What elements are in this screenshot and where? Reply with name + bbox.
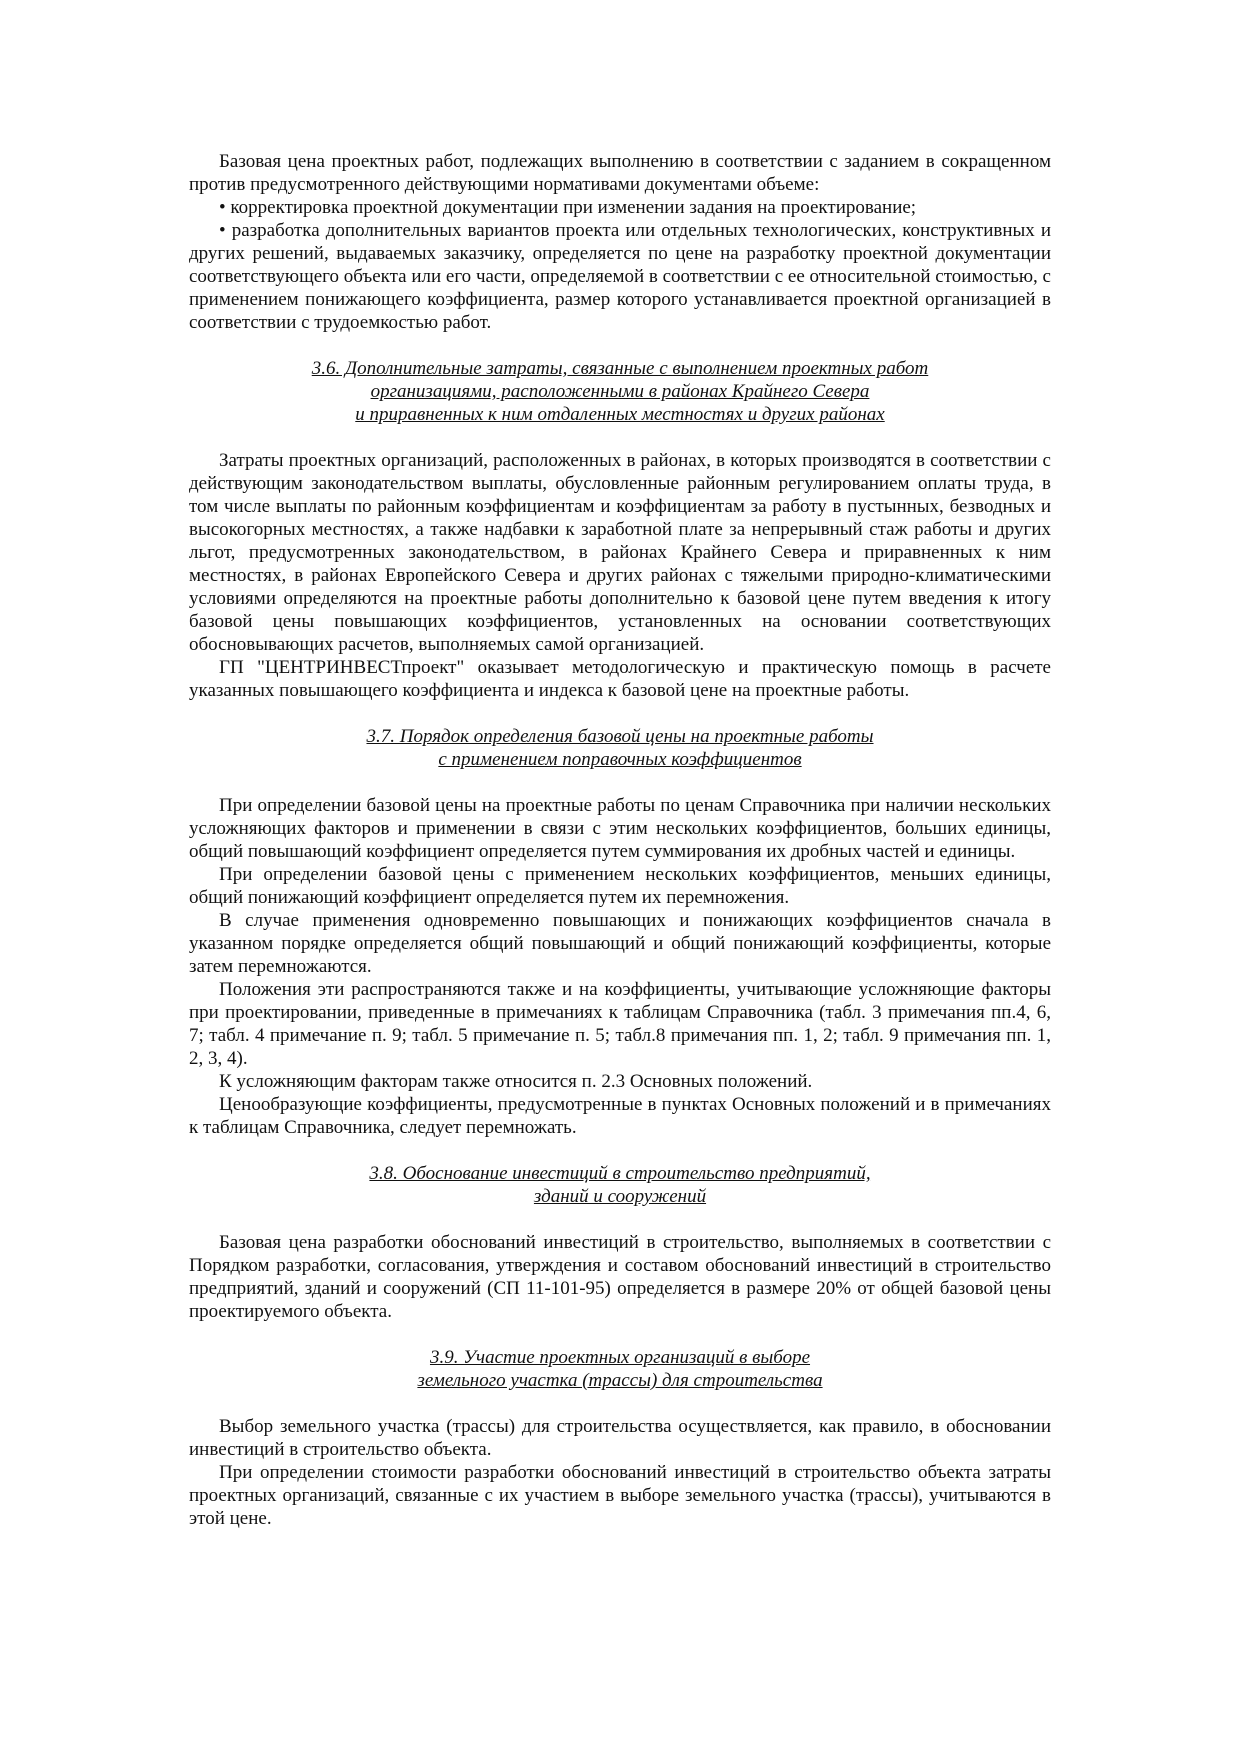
heading-line: организациями, расположенными в районах Крайнего Севера xyxy=(370,381,870,402)
document-page xyxy=(189,150,1051,1530)
heading-line: с применением поправочных коэффициентов xyxy=(438,749,802,770)
heading-line: 3.9. Участие проектных организаций в выборе xyxy=(429,1347,811,1368)
section-3-7-paragraph-1: При определении базовой цены на проектные работы по ценам Справочника при наличии нескольких усложняющих факторов и применении в связи с этим нескольких коэффициентов, больших единицы, общий повышающий коэффициент определяется путем суммирования их дробных частей и единицы. xyxy=(189,795,1051,862)
section-3-8-heading xyxy=(189,1162,1051,1208)
heading-line: земельного участка (трассы) для строительства xyxy=(417,1370,823,1391)
section-3-7-paragraph-3: В случае применения одновременно повышающих и понижающих коэффициентов сначала в указанном порядке определяется общий повышающий и общий понижающий коэффициенты, которые затем перемножаются. xyxy=(189,910,1051,977)
intro-paragraph: Базовая цена проектных работ, подлежащих выполнению в соответствии с заданием в сокращенном против предусмотренного действующими нормативами документами объеме: xyxy=(189,151,1051,195)
section-3-9-heading xyxy=(189,1346,1051,1392)
section-3-7-paragraph-5: К усложняющим факторам также относится п. 2.3 Основных положений. xyxy=(219,1071,813,1092)
section-3-7-paragraph-2: При определении базовой цены с применением нескольких коэффициентов, меньших единицы, общий понижающий коэффициент определяется путем их перемножения. xyxy=(189,864,1051,908)
intro-bullet-2: • разработка дополнительных вариантов проекта или отдельных технологических, конструктивных и других решений, выдаваемых заказчику, определяется по цене на разработку проектной документации соответствующего объекта или его части, определяемой в соответствии с ее относительной стоимостью, с применением понижающего коэффициента, размер которого устанавливается проектной организацией в соответствии с трудоемкостью работ. xyxy=(189,220,1051,333)
section-3-9-paragraph-1: Выбор земельного участка (трассы) для строительства осуществляется, как правило, в обосновании инвестиций в строительство объекта. xyxy=(189,1416,1051,1460)
section-3-6-heading xyxy=(189,357,1051,426)
intro-bullet-1: • корректировка проектной документации при изменении задания на проектирование; xyxy=(219,197,917,218)
section-3-6-paragraph-1: Затраты проектных организаций, расположенных в районах, в которых производятся в соответствии с действующим законодательством выплаты, обусловленные районным регулированием оплаты труда, в том числе выплаты по районным коэффициентам и коэффициентам за работу в пустынных, безводных и высокогорных местностях, а также надбавки к заработной плате за непрерывный стаж работы и других льгот, предусмотренных законодательством, в районах Крайнего Севера и приравненных к ним местностях, в районах Европейского Севера и других районах с тяжелыми природно-климатическими условиями определяются на проектные работы дополнительно к базовой цене путем введения к итогу базовой цены повышающих коэффициентов, установленных на основании соответствующих обосновывающих расчетов, выполняемых самой организацией. xyxy=(189,450,1051,655)
section-3-7-paragraph-6: Ценообразующие коэффициенты, предусмотренные в пунктах Основных положений и в примечаниях к таблицам Справочника, следует перемножать. xyxy=(189,1094,1051,1138)
section-3-6-paragraph-2: ГП "ЦЕНТРИНВЕСТпроект" оказывает методологическую и практическую помощь в расчете указанных повышающего коэффициента и индекса к базовой цене на проектные работы. xyxy=(189,657,1051,701)
section-3-7-paragraph-4: Положения эти распространяются также и на коэффициенты, учитывающие усложняющие факторы при проектировании, приведенные в примечаниях к таблицам Справочника (табл. 3 примечания пп.4, 6, 7; табл. 4 примечание п. 9; табл. 5 примечание п. 5; табл.8 примечания пп. 1, 2; табл. 9 примечания пп. 1, 2, 3, 4). xyxy=(189,979,1051,1069)
section-3-9-paragraph-2: При определении стоимости разработки обоснований инвестиций в строительство объекта затраты проектных организаций, связанные с их участием в выборе земельного участка (трассы), учитываются в этой цене. xyxy=(189,1462,1051,1529)
heading-line: и приравненных к ним отдаленных местностях и других районах xyxy=(355,404,885,425)
heading-line: 3.8. Обоснование инвестиций в строительство предприятий, xyxy=(369,1163,871,1184)
section-3-7-heading xyxy=(189,725,1051,771)
heading-line: 3.7. Порядок определения базовой цены на проектные работы xyxy=(366,726,874,747)
heading-line: 3.6. Дополнительные затраты, связанные с выполнением проектных работ xyxy=(311,358,929,379)
section-3-8-paragraph-1: Базовая цена разработки обоснований инвестиций в строительство, выполняемых в соответствии с Порядком разработки, согласования, утверждения и составом обоснований инвестиций в строительство предприятий, зданий и сооружений (СП 11-101-95) определяется в размере 20% от общей базовой цены проектируемого объекта. xyxy=(189,1232,1051,1322)
heading-line: зданий и сооружений xyxy=(533,1186,707,1207)
